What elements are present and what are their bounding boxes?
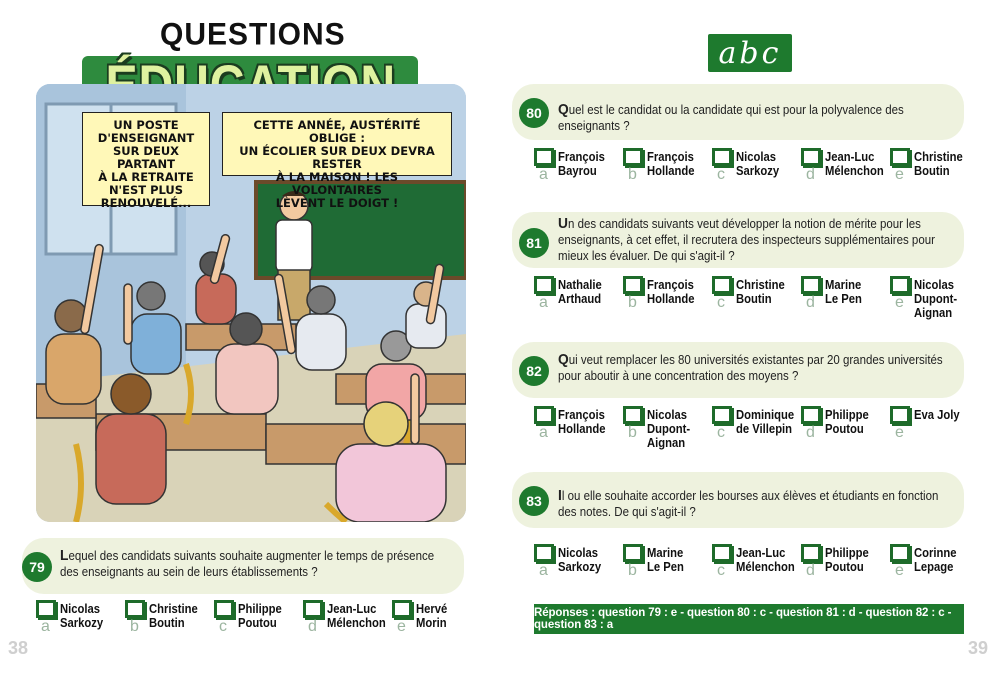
page-number-right: 39 [968, 638, 989, 658]
option-letter: d [806, 562, 815, 579]
candidate-name-line: Hollande [647, 164, 695, 178]
question-line: pour aboutir à une concentration des moyens ? [558, 369, 799, 383]
candidate-name-line: Nicolas [558, 546, 599, 560]
candidate-name-line: François [647, 150, 694, 164]
question-number-80: 80 [519, 98, 549, 128]
option-letter: b [130, 618, 139, 635]
candidate-name [736, 150, 801, 178]
answer-option-81-d[interactable] [801, 276, 893, 336]
candidate-name-line: Morin [416, 616, 447, 630]
answer-option-83-c[interactable] [712, 544, 804, 604]
candidate-name [558, 150, 623, 178]
page-number-left: 38 [8, 638, 29, 658]
option-letter: b [628, 424, 637, 441]
candidate-name-line: Nathalie [558, 278, 602, 292]
question-line: n des candidats suivants veut développer la notion de mérite pour les [567, 217, 921, 231]
answer-option-82-b[interactable] [623, 406, 715, 466]
option-letter: c [219, 618, 227, 635]
option-letter: e [895, 562, 904, 579]
speech-bubble-right [222, 112, 452, 210]
question-text-80 [558, 102, 965, 134]
question-line: des notes. De qui s'agit-il ? [558, 505, 696, 519]
bubble-line: À LA MAISON ! LES VOLONTAIRES [275, 170, 399, 197]
checkbox[interactable] [214, 600, 234, 618]
question-line: l ou elle souhaite accorder les bourses aux élèves et étudiants en fonction [561, 489, 939, 503]
candidate-name [914, 278, 979, 320]
answer-option-82-e[interactable] [890, 406, 982, 466]
checkbox[interactable] [623, 406, 643, 424]
checkbox[interactable] [890, 406, 910, 424]
answer-option-80-a[interactable] [534, 148, 626, 208]
candidate-name [736, 546, 801, 574]
candidate-name-line: Sarkozy [558, 560, 602, 574]
candidate-name-line: François [647, 278, 694, 292]
option-letter: a [41, 618, 50, 635]
checkbox[interactable] [890, 148, 910, 166]
checkbox[interactable] [623, 276, 643, 294]
answer-option-81-a[interactable] [534, 276, 626, 336]
candidate-name-line: Boutin [736, 292, 772, 306]
answer-option-79-a[interactable] [36, 600, 128, 660]
option-letter: c [717, 294, 725, 311]
checkbox[interactable] [534, 148, 554, 166]
answer-option-80-c[interactable] [712, 148, 804, 208]
candidate-name-line: François [558, 150, 605, 164]
option-letter: a [539, 294, 548, 311]
candidate-name [60, 602, 125, 630]
answer-option-82-a[interactable] [534, 406, 626, 466]
checkbox[interactable] [392, 600, 412, 618]
candidate-name [558, 278, 623, 306]
question-number-83: 83 [519, 486, 549, 516]
answer-option-83-d[interactable] [801, 544, 893, 604]
question-text-83 [558, 488, 938, 520]
candidate-name-line: Mélenchon [736, 560, 795, 574]
checkbox[interactable] [890, 544, 910, 562]
option-letter: b [628, 562, 637, 579]
question-number-82: 82 [519, 356, 549, 386]
bubble-line: LÈVENT LE DOIGT ! [275, 196, 399, 210]
candidate-name-line: Hollande [558, 422, 606, 436]
answer-option-80-e[interactable] [890, 148, 982, 208]
question-number-79: 79 [22, 552, 52, 582]
question-initial: U [558, 215, 568, 232]
checkbox[interactable] [801, 276, 821, 294]
candidate-name-line: Nicolas [914, 278, 955, 292]
candidate-name [825, 546, 890, 574]
candidate-name-line: Marine [647, 546, 684, 560]
question-initial: L [60, 547, 69, 564]
bubble-line: UN POSTE [113, 118, 179, 132]
candidate-name-line: Bayrou [558, 164, 597, 178]
answer-option-82-d[interactable] [801, 406, 893, 466]
question-text-82 [558, 352, 943, 384]
answer-option-79-e[interactable] [392, 600, 484, 660]
option-letter: b [628, 294, 637, 311]
answer-option-79-b[interactable] [125, 600, 217, 660]
candidate-name-line: Poutou [825, 560, 864, 574]
answer-option-80-b[interactable] [623, 148, 715, 208]
answers-banner: Réponses : question 79 : e - question 80 : c - question 81 : d - question 82 : c - question 83 : a [534, 604, 964, 634]
candidate-name-line: Christine [914, 150, 963, 164]
bubble-line: RENOUVELÉ... [100, 196, 192, 210]
answer-option-80-d[interactable] [801, 148, 893, 208]
candidate-name [238, 602, 303, 630]
question-line: uel est le candidat ou la candidate qui est pour la polyvalence des enseignants ? [558, 103, 904, 133]
option-letter: b [628, 166, 637, 183]
candidate-name-line: Sarkozy [60, 616, 104, 630]
option-letter: e [895, 166, 904, 183]
bubble-line: SUR DEUX PARTANT [112, 144, 180, 171]
candidate-name-line: Marine [825, 278, 862, 292]
candidate-name [914, 546, 979, 574]
checkbox[interactable] [712, 544, 732, 562]
answer-option-79-c[interactable] [214, 600, 306, 660]
checkbox[interactable] [712, 148, 732, 166]
candidate-name-line: Le Pen [647, 560, 684, 574]
option-letter: e [397, 618, 406, 635]
candidate-name [914, 408, 979, 422]
candidate-name-line: Aignan [647, 436, 686, 450]
candidate-name-line: Lepage [914, 560, 954, 574]
candidate-name [647, 408, 712, 450]
candidate-name [327, 602, 392, 630]
option-letter: d [806, 424, 815, 441]
candidate-name-line: Hollande [647, 292, 695, 306]
candidate-name-line: Le Pen [825, 292, 862, 306]
candidate-name-line: Poutou [825, 422, 864, 436]
candidate-name-line: Corinne [914, 546, 957, 560]
candidate-name-line: François [558, 408, 605, 422]
bubble-line: UN ÉCOLIER SUR DEUX DEVRA RESTER [239, 144, 435, 171]
checkbox[interactable] [712, 406, 732, 424]
question-line: equel des candidats suivants souhaite augmenter le temps de présence [68, 549, 435, 563]
question-number-81: 81 [519, 228, 549, 258]
option-letter: d [806, 166, 815, 183]
candidate-name [825, 408, 890, 436]
option-letter: a [539, 424, 548, 441]
candidate-name [149, 602, 214, 630]
candidate-name-line: Poutou [238, 616, 277, 630]
candidate-name [736, 408, 801, 436]
candidate-name [914, 150, 979, 178]
checkbox[interactable] [534, 276, 554, 294]
bubble-line: N'EST PLUS [108, 183, 184, 197]
candidate-name-line: Boutin [149, 616, 185, 630]
candidate-name-line: Philippe [238, 602, 282, 616]
answer-option-83-a[interactable] [534, 544, 626, 604]
question-line: des enseignants au sein de leurs établissements ? [60, 565, 318, 579]
candidate-name-line: Christine [736, 278, 785, 292]
answer-option-81-c[interactable] [712, 276, 804, 336]
option-letter: c [717, 562, 725, 579]
candidate-name-line: Jean-Luc [825, 150, 875, 164]
answer-option-82-c[interactable] [712, 406, 804, 466]
question-line: ui veut remplacer les 80 universités existantes par 20 grandes universités [568, 353, 943, 367]
candidate-name-line: Nicolas [647, 408, 688, 422]
option-letter: d [308, 618, 317, 635]
candidate-name-line: Nicolas [736, 150, 777, 164]
option-letter: e [895, 294, 904, 311]
candidate-name-line: Nicolas [60, 602, 101, 616]
candidate-name-line: Arthaud [558, 292, 602, 306]
answer-option-79-d[interactable] [303, 600, 395, 660]
candidate-name-line: Boutin [914, 164, 950, 178]
speech-bubble-left [82, 112, 210, 210]
option-letter: e [895, 424, 904, 441]
option-letter: a [539, 562, 548, 579]
answer-option-83-b[interactable] [623, 544, 715, 604]
question-initial: I [558, 487, 562, 504]
candidate-name-line: Mélenchon [327, 616, 386, 630]
candidate-name [825, 150, 890, 178]
candidate-name-line: Dupont- [914, 292, 958, 306]
candidate-name [647, 546, 712, 574]
option-letter: d [806, 294, 815, 311]
candidate-name-line: Mélenchon [825, 164, 884, 178]
question-text-79 [60, 548, 434, 580]
option-letter: a [539, 166, 548, 183]
question-text-81 [558, 216, 935, 264]
candidate-name [647, 278, 712, 306]
checkbox[interactable] [890, 276, 910, 294]
checkbox[interactable] [712, 276, 732, 294]
candidate-name [558, 546, 623, 574]
candidate-name-line: Jean-Luc [736, 546, 786, 560]
question-initial: Q [558, 101, 569, 118]
answer-option-83-e[interactable] [890, 544, 982, 604]
candidate-name [736, 278, 801, 306]
candidate-name-line: Philippe [825, 408, 869, 422]
candidate-name-line: Eva Joly [914, 408, 960, 422]
checkbox[interactable] [36, 600, 56, 618]
candidate-name-line: Hervé [416, 602, 448, 616]
bubble-line: À LA RETRAITE [98, 170, 194, 184]
answer-option-81-e[interactable] [890, 276, 982, 336]
question-line: enseignants, à cet effet, il recrutera des inspecteurs supplémentaires pour [558, 233, 935, 247]
checkbox[interactable] [623, 544, 643, 562]
candidate-name-line: Philippe [825, 546, 869, 560]
checkbox[interactable] [125, 600, 145, 618]
candidate-name [558, 408, 623, 436]
candidate-name-line: Sarkozy [736, 164, 780, 178]
candidate-name [416, 602, 481, 630]
checkbox[interactable] [303, 600, 323, 618]
checkbox[interactable] [801, 544, 821, 562]
checkbox[interactable] [534, 544, 554, 562]
bubble-line: D'ENSEIGNANT [97, 131, 195, 145]
checkbox[interactable] [534, 406, 554, 424]
candidate-name-line: Christine [149, 602, 198, 616]
option-letter: c [717, 424, 725, 441]
abc-banner: abc [708, 34, 792, 72]
question-line: mieux les évaluer. De qui s'agit-il ? [558, 249, 735, 263]
answer-option-81-b[interactable] [623, 276, 715, 336]
candidate-name-line: Jean-Luc [327, 602, 377, 616]
checkbox[interactable] [801, 148, 821, 166]
bubble-line: CETTE ANNÉE, AUSTÉRITÉ OBLIGE : [253, 118, 421, 145]
candidate-name-line: Aignan [914, 306, 953, 320]
title-questions: QUESTIONS [160, 17, 346, 52]
checkbox[interactable] [623, 148, 643, 166]
candidate-name-line: Dominique [736, 408, 795, 422]
checkbox[interactable] [801, 406, 821, 424]
option-letter: c [717, 166, 725, 183]
candidate-name-line: de Villepin [736, 422, 793, 436]
candidate-name-line: Dupont- [647, 422, 691, 436]
question-initial: Q [558, 351, 569, 368]
candidate-name [825, 278, 890, 306]
candidate-name [647, 150, 712, 178]
